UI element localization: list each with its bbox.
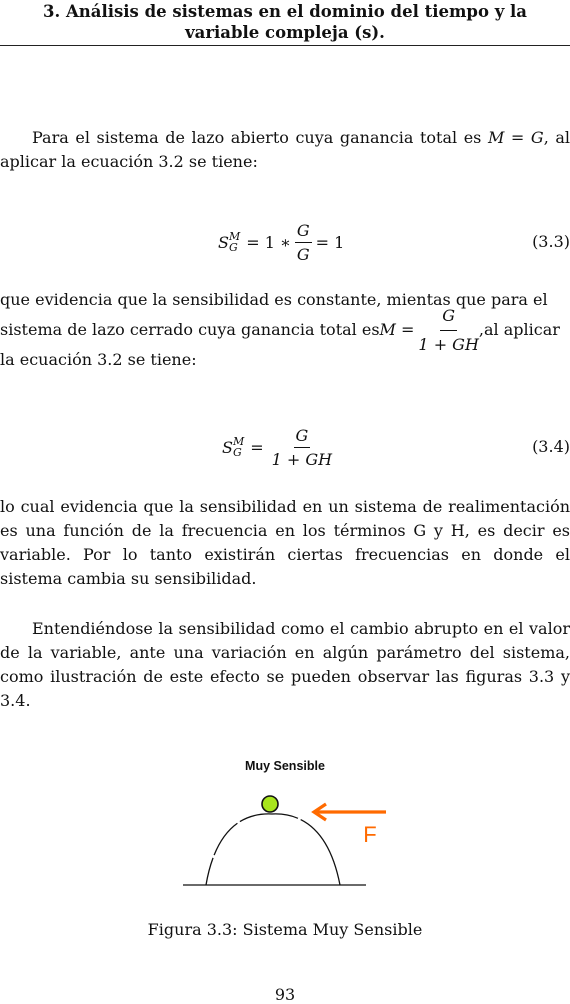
eq33-lhs-sup: M bbox=[228, 230, 241, 243]
paragraph2-fraction bbox=[418, 304, 479, 357]
paragraph2-line2-after: ,al aplicar bbox=[478, 320, 560, 339]
eq34-lhs-scripts bbox=[233, 436, 244, 458]
eq34-lhs-base: S bbox=[222, 437, 233, 457]
eq34-fraction bbox=[272, 426, 333, 469]
equation-3-3-body bbox=[218, 216, 344, 268]
eq33-rhs: = 1 bbox=[315, 232, 345, 252]
paragraph2-math-m: M = bbox=[379, 320, 415, 339]
eq33-lhs-sub: G bbox=[228, 241, 238, 254]
paragraph2-frac-den: 1 + GH bbox=[418, 334, 479, 354]
eq34-lhs-sup: M bbox=[232, 435, 245, 448]
equation-3-4-body bbox=[222, 420, 332, 474]
figure-title: Muy Sensible bbox=[245, 759, 325, 773]
paragraph-feedback-sensitivity: lo cual evidencia que la sensibilidad en un sistema de realimentación es una función de la frecuencia en los términos G y H, es decir es variable. Por lo tanto existirán ciertas frecuencias en donde el sistema cambia su sensibilidad. bbox=[0, 497, 570, 588]
eq33-lhs-base: S bbox=[218, 232, 229, 252]
equation-3-3 bbox=[0, 216, 570, 276]
figure-caption: Figura 3.3: Sistema Muy Sensible bbox=[147, 920, 423, 939]
paragraph2-frac-num: G bbox=[440, 304, 457, 331]
page-number: 93 bbox=[274, 985, 296, 1004]
eq34-middle: = bbox=[250, 437, 264, 457]
eq33-middle: = 1 ∗ bbox=[246, 232, 291, 252]
eq33-frac-num: G bbox=[295, 221, 312, 243]
chapter-header bbox=[0, 0, 570, 43]
force-label: F bbox=[363, 822, 377, 847]
equation-3-3-number: (3.3) bbox=[532, 232, 570, 251]
equation-3-4 bbox=[0, 420, 570, 480]
eq34-frac-num: G bbox=[294, 426, 311, 448]
figure-illustration bbox=[180, 756, 390, 891]
paragraph2-line1: que evidencia que la sensibilidad es constante, mientas que para el bbox=[0, 290, 548, 309]
paragraph1-math-gain: M = G bbox=[487, 128, 544, 147]
paragraph2-line3: la ecuación 3.2 se tiene: bbox=[0, 350, 197, 369]
eq34-lhs-sub: G bbox=[232, 446, 242, 459]
header-rule bbox=[0, 45, 570, 46]
figure-very-sensitive bbox=[180, 756, 390, 891]
paragraph2-line2 bbox=[0, 305, 570, 354]
paragraph-open-loop bbox=[0, 126, 570, 174]
eq33-frac-den: G bbox=[296, 244, 310, 264]
paragraph-sensitivity-definition: Entendiéndose la sensibilidad como el cambio abrupto en el valor de la variable, ante una variación en algún parámetro del sistema, como ilustración de este efecto se pueden observar las figuras 3.3 y 3.4. bbox=[0, 619, 570, 710]
ball-icon bbox=[262, 796, 278, 812]
equation-3-4-number: (3.4) bbox=[532, 437, 570, 456]
eq33-fraction bbox=[295, 221, 312, 264]
paragraph2-line2-before: sistema de lazo cerrado cuya ganancia total es bbox=[0, 320, 380, 339]
header-title-line1: 3. Análisis de sistemas en el dominio del tiempo y la bbox=[42, 2, 528, 21]
header-title-line2: variable compleja (s). bbox=[185, 23, 385, 42]
hill-curve bbox=[206, 814, 340, 885]
paragraph1-text-before: Para el sistema de lazo abierto cuya ganancia total es bbox=[32, 128, 488, 147]
paragraph-closed-loop bbox=[0, 288, 570, 372]
paragraph1-text-after: , al aplicar la ecuación 3.2 se tiene: bbox=[0, 128, 570, 171]
eq34-frac-den: 1 + GH bbox=[271, 449, 333, 469]
eq33-lhs-scripts bbox=[229, 231, 240, 253]
